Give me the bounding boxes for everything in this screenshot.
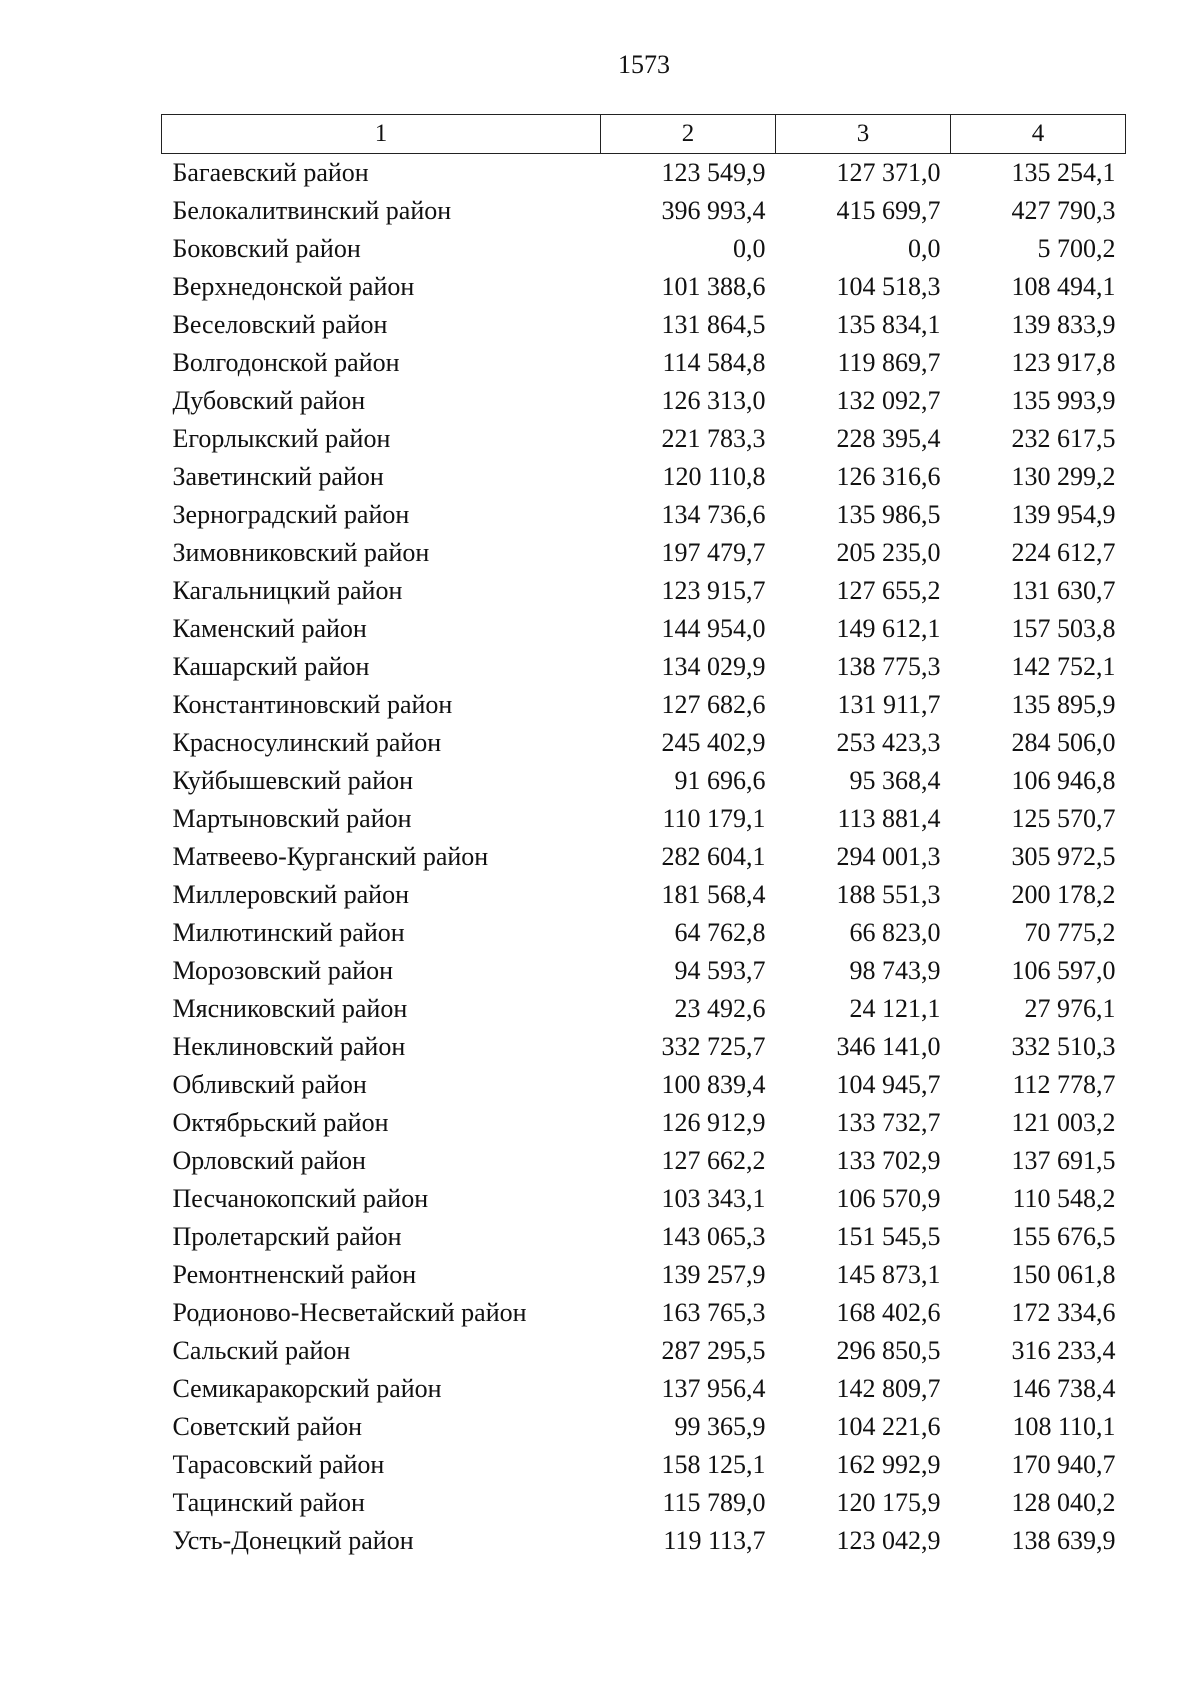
value-col-3: 151 545,5: [836, 1222, 941, 1251]
table-row: [162, 306, 1126, 344]
value-col-3: 98 743,9: [849, 956, 941, 985]
budget-table: [161, 114, 1126, 1560]
value-col-3: 133 702,9: [836, 1146, 941, 1175]
table-row: [162, 610, 1126, 648]
table-header-row: [162, 115, 1126, 154]
value-col-3: 104 221,6: [836, 1412, 941, 1441]
district-name: Родионово-Несветайский район: [172, 1298, 527, 1327]
value-col-2: 126 313,0: [661, 386, 766, 415]
page-number: 1573: [618, 50, 670, 79]
value-col-2: 0,0: [733, 234, 766, 263]
table-row: [162, 1294, 1126, 1332]
district-name: Кашарский район: [172, 652, 370, 681]
district-name: Веселовский район: [172, 310, 388, 339]
value-col-2: 197 479,7: [661, 538, 766, 567]
value-col-4: 427 790,3: [1011, 196, 1116, 225]
table-row: [162, 1522, 1126, 1560]
value-col-3: 145 873,1: [836, 1260, 941, 1289]
table-row: [162, 1142, 1126, 1180]
value-col-2: 64 762,8: [674, 918, 766, 947]
value-col-4: 200 178,2: [1011, 880, 1116, 909]
value-col-2: 127 662,2: [661, 1146, 766, 1175]
district-name: Кагальницкий район: [172, 576, 403, 605]
column-header-1: 1: [162, 115, 601, 154]
district-name: Миллеровский район: [172, 880, 410, 909]
value-col-2: 143 065,3: [661, 1222, 766, 1251]
value-col-2: 221 783,3: [661, 424, 766, 453]
value-col-2: 123 549,9: [661, 158, 766, 187]
table-row: [162, 1256, 1126, 1294]
district-name: Зимовниковский район: [172, 538, 430, 567]
value-col-4: 5 700,2: [1037, 234, 1116, 263]
value-col-4: 131 630,7: [1011, 576, 1116, 605]
value-col-4: 139 954,9: [1011, 500, 1116, 529]
table-row: [162, 382, 1126, 420]
table-row: [162, 1218, 1126, 1256]
district-name: Мартыновский район: [172, 804, 412, 833]
value-col-3: 296 850,5: [836, 1336, 941, 1365]
district-name: Ремонтненский район: [172, 1260, 417, 1289]
table-row: [162, 876, 1126, 914]
table-body: [162, 154, 1126, 1561]
value-col-2: 163 765,3: [661, 1298, 766, 1327]
value-col-3: 149 612,1: [836, 614, 941, 643]
value-col-4: 106 597,0: [1011, 956, 1116, 985]
value-col-2: 103 343,1: [661, 1184, 766, 1213]
value-col-2: 94 593,7: [674, 956, 766, 985]
value-col-3: 126 316,6: [836, 462, 941, 491]
value-col-2: 144 954,0: [661, 614, 766, 643]
value-col-4: 224 612,7: [1011, 538, 1116, 567]
table-row: [162, 648, 1126, 686]
value-col-2: 332 725,7: [661, 1032, 766, 1061]
district-name: Багаевский район: [172, 158, 369, 187]
table-row: [162, 724, 1126, 762]
district-name: Октябрьский район: [172, 1108, 389, 1137]
value-col-4: 125 570,7: [1011, 804, 1116, 833]
column-header-3: 3: [776, 115, 951, 154]
district-name: Семикаракорский район: [172, 1374, 442, 1403]
district-name: Матвеево-Курганский район: [172, 842, 489, 871]
value-col-4: 316 233,4: [1011, 1336, 1116, 1365]
table-row: [162, 420, 1126, 458]
table-row: [162, 458, 1126, 496]
value-col-2: 91 696,6: [674, 766, 766, 795]
district-name: Волгодонской район: [172, 348, 400, 377]
district-name: Тарасовский район: [172, 1450, 385, 1479]
value-col-3: 123 042,9: [836, 1526, 941, 1555]
value-col-2: 119 113,7: [663, 1526, 766, 1555]
value-col-4: 150 061,8: [1011, 1260, 1116, 1289]
district-name: Морозовский район: [172, 956, 394, 985]
value-col-3: 120 175,9: [836, 1488, 941, 1517]
district-name: Заветинский район: [172, 462, 384, 491]
value-col-4: 139 833,9: [1011, 310, 1116, 339]
value-col-2: 123 915,7: [661, 576, 766, 605]
table-row: [162, 1484, 1126, 1522]
district-name: Пролетарский район: [172, 1222, 402, 1251]
district-name: Каменский район: [172, 614, 367, 643]
value-col-3: 205 235,0: [836, 538, 941, 567]
value-col-4: 108 110,1: [1012, 1412, 1116, 1441]
table-row: [162, 268, 1126, 306]
value-col-3: 131 911,7: [837, 690, 941, 719]
value-col-2: 23 492,6: [674, 994, 766, 1023]
value-col-2: 99 365,9: [674, 1412, 766, 1441]
value-col-4: 157 503,8: [1011, 614, 1116, 643]
value-col-4: 135 993,9: [1011, 386, 1116, 415]
table-row: [162, 990, 1126, 1028]
value-col-4: 135 254,1: [1011, 158, 1116, 187]
value-col-4: 137 691,5: [1011, 1146, 1116, 1175]
value-col-4: 27 976,1: [1024, 994, 1116, 1023]
value-col-3: 0,0: [908, 234, 941, 263]
table-row: [162, 1180, 1126, 1218]
district-name: Белокалитвинский район: [172, 196, 452, 225]
value-col-2: 181 568,4: [661, 880, 766, 909]
value-col-4: 128 040,2: [1011, 1488, 1116, 1517]
value-col-4: 130 299,2: [1011, 462, 1116, 491]
table-row: [162, 1028, 1126, 1066]
table-row: [162, 572, 1126, 610]
district-name: Милютинский район: [172, 918, 405, 947]
value-col-3: 132 092,7: [836, 386, 941, 415]
district-name: Константиновский район: [172, 690, 453, 719]
value-col-2: 101 388,6: [661, 272, 766, 301]
value-col-3: 168 402,6: [836, 1298, 941, 1327]
district-name: Обливский район: [172, 1070, 367, 1099]
district-name: Боковский район: [172, 234, 361, 263]
value-col-3: 104 945,7: [836, 1070, 941, 1099]
value-col-3: 66 823,0: [849, 918, 941, 947]
district-name: Тацинский район: [172, 1488, 365, 1517]
table-row: [162, 762, 1126, 800]
value-col-3: 294 001,3: [836, 842, 941, 871]
value-col-4: 138 639,9: [1011, 1526, 1116, 1555]
column-header-4: 4: [951, 115, 1126, 154]
value-col-4: 332 510,3: [1011, 1032, 1116, 1061]
table-row: [162, 1066, 1126, 1104]
value-col-4: 112 778,7: [1012, 1070, 1116, 1099]
value-col-2: 139 257,9: [661, 1260, 766, 1289]
table-row: [162, 838, 1126, 876]
table-row: [162, 1104, 1126, 1142]
value-col-3: 228 395,4: [836, 424, 941, 453]
table-row: [162, 496, 1126, 534]
value-col-2: 115 789,0: [662, 1488, 766, 1517]
value-col-4: 142 752,1: [1011, 652, 1116, 681]
district-name: Песчанокопский район: [172, 1184, 429, 1213]
value-col-3: 133 732,7: [836, 1108, 941, 1137]
value-col-3: 135 834,1: [836, 310, 941, 339]
value-col-3: 106 570,9: [836, 1184, 941, 1213]
district-name: Куйбышевский район: [172, 766, 414, 795]
district-name: Дубовский район: [172, 386, 366, 415]
table-row: [162, 914, 1126, 952]
value-col-3: 415 699,7: [836, 196, 941, 225]
value-col-2: 114 584,8: [662, 348, 766, 377]
value-col-2: 134 029,9: [661, 652, 766, 681]
value-col-3: 127 655,2: [836, 576, 941, 605]
column-header-2: 2: [601, 115, 776, 154]
value-col-4: 123 917,8: [1011, 348, 1116, 377]
value-col-4: 121 003,2: [1011, 1108, 1116, 1137]
value-col-4: 232 617,5: [1011, 424, 1116, 453]
value-col-2: 134 736,6: [661, 500, 766, 529]
value-col-2: 100 839,4: [661, 1070, 766, 1099]
table-row: [162, 230, 1126, 268]
value-col-2: 127 682,6: [661, 690, 766, 719]
table-row: [162, 192, 1126, 230]
value-col-2: 396 993,4: [661, 196, 766, 225]
value-col-3: 119 869,7: [837, 348, 941, 377]
district-name: Усть-Донецкий район: [172, 1526, 414, 1555]
value-col-4: 172 334,6: [1011, 1298, 1116, 1327]
table-row: [162, 344, 1126, 382]
district-name: Красносулинский район: [172, 728, 442, 757]
district-name: Орловский район: [172, 1146, 366, 1175]
value-col-3: 346 141,0: [836, 1032, 941, 1061]
value-col-4: 305 972,5: [1011, 842, 1116, 871]
value-col-3: 142 809,7: [836, 1374, 941, 1403]
value-col-3: 162 992,9: [836, 1450, 941, 1479]
value-col-4: 110 548,2: [1012, 1184, 1116, 1213]
value-col-2: 126 912,9: [661, 1108, 766, 1137]
table-row: [162, 800, 1126, 838]
value-col-4: 70 775,2: [1024, 918, 1116, 947]
value-col-2: 110 179,1: [662, 804, 766, 833]
value-col-4: 108 494,1: [1011, 272, 1116, 301]
value-col-4: 146 738,4: [1011, 1374, 1116, 1403]
value-col-3: 95 368,4: [849, 766, 941, 795]
table-row: [162, 1370, 1126, 1408]
value-col-2: 287 295,5: [661, 1336, 766, 1365]
district-name: Верхнедонской район: [172, 272, 415, 301]
value-col-2: 245 402,9: [661, 728, 766, 757]
value-col-4: 170 940,7: [1011, 1450, 1116, 1479]
district-name: Зерноградский район: [172, 500, 410, 529]
value-col-3: 113 881,4: [837, 804, 941, 833]
value-col-2: 120 110,8: [662, 462, 766, 491]
value-col-3: 24 121,1: [849, 994, 941, 1023]
table-row: [162, 952, 1126, 990]
table-row: [162, 534, 1126, 572]
value-col-3: 135 986,5: [836, 500, 941, 529]
table-row: [162, 154, 1126, 193]
value-col-2: 131 864,5: [661, 310, 766, 339]
value-col-4: 106 946,8: [1011, 766, 1116, 795]
value-col-2: 137 956,4: [661, 1374, 766, 1403]
table-row: [162, 1408, 1126, 1446]
district-name: Неклиновский район: [172, 1032, 406, 1061]
district-name: Егорлыкский район: [172, 424, 391, 453]
value-col-3: 104 518,3: [836, 272, 941, 301]
value-col-3: 138 775,3: [836, 652, 941, 681]
district-name: Советский район: [172, 1412, 363, 1441]
table-row: [162, 1332, 1126, 1370]
table-row: [162, 686, 1126, 724]
value-col-4: 155 676,5: [1011, 1222, 1116, 1251]
value-col-3: 188 551,3: [836, 880, 941, 909]
value-col-2: 158 125,1: [661, 1450, 766, 1479]
table-row: [162, 1446, 1126, 1484]
district-name: Сальский район: [172, 1336, 351, 1365]
value-col-4: 135 895,9: [1011, 690, 1116, 719]
value-col-3: 253 423,3: [836, 728, 941, 757]
district-name: Мясниковский район: [172, 994, 408, 1023]
value-col-3: 127 371,0: [836, 158, 941, 187]
value-col-2: 282 604,1: [661, 842, 766, 871]
value-col-4: 284 506,0: [1011, 728, 1116, 757]
